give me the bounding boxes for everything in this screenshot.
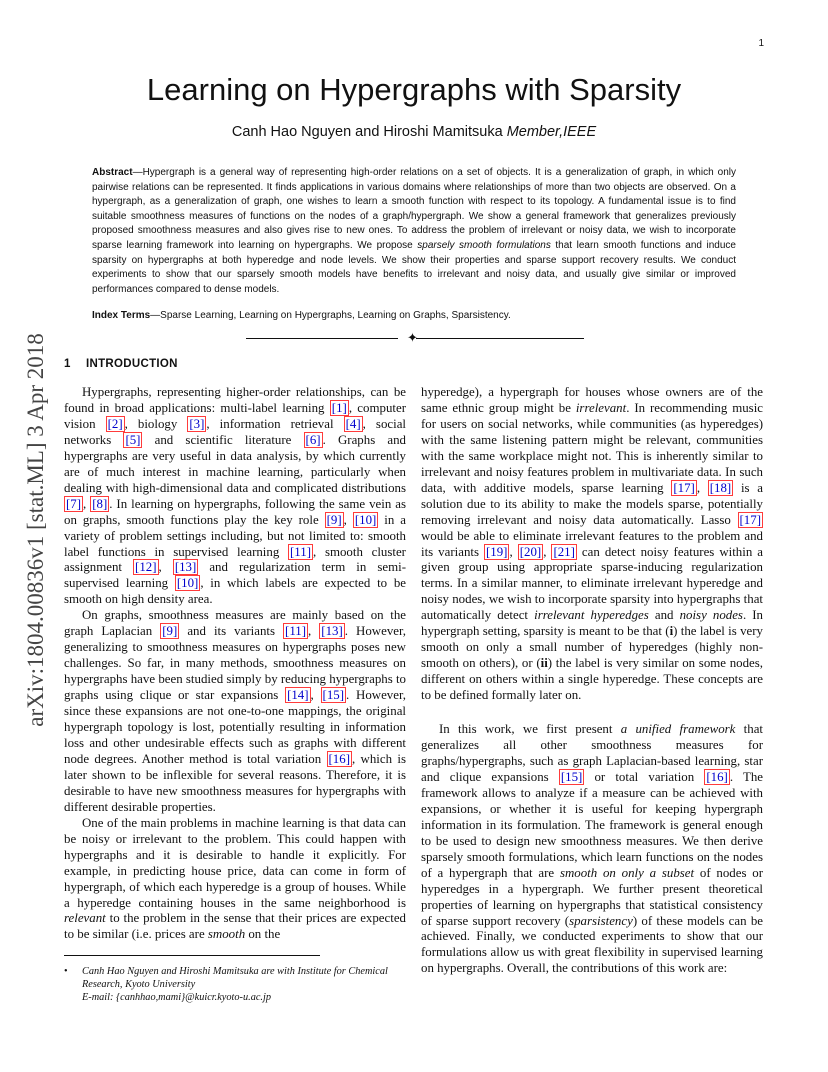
text-run: ) the label is very smooth on only a small number of hyperedges (highly non-smooth on others), or (	[421, 624, 763, 671]
citation-link[interactable]: [7]	[66, 496, 82, 511]
abstract-text-2: that learn smooth functions and induce sparsity on hypergraphs at both hyperedge and node levels. We show their properties and sparse support recovery results. We conduct experiments to show that our sparsely smooth models have benefits to irrelevant and noisy data, and usually give similar or improved performances compared to dense models.	[92, 239, 736, 295]
text-run: ,	[308, 624, 320, 639]
citation-link[interactable]: [13]	[174, 560, 197, 575]
text-run: In this work, we first present	[439, 722, 621, 737]
emphasis: smooth	[207, 927, 246, 942]
arxiv-identifier: arXiv:1804.00836v1 [stat.ML] 3 Apr 2018	[23, 333, 48, 727]
citation-link[interactable]: [10]	[176, 576, 199, 591]
text-run: to the problem in the sense that their prices are expected to be similar (i.e. prices are	[64, 911, 406, 942]
footnote-bullet-icon: •	[64, 966, 68, 977]
citation-link[interactable]: [2]	[107, 416, 123, 431]
paragraph	[64, 608, 406, 815]
arxiv-sidebar	[22, 290, 50, 770]
abstract-text-1: —Hypergraph is a general way of representing high-order relations on a set of objects. It is a generalization of graph, in which only pairwise relations can be represented. It finds applications in various domains where relationships of more than two objects are observed. On a hypergraph, as a generalization of graph, one wishes to learn a smooth function with respect to its topology. A fundamental issue is to find suitable smoothness measures of functions on the nodes of a graph/hypergraph. We show a general framework that generalizes previously proposed smoothness measures and also gives rise to new ones. To address the problem of irrelevant or noisy data, we wish to incorporate sparse learning framework into learning on hypergraphs. We propose	[92, 167, 736, 251]
text-run: , biology	[124, 416, 188, 431]
text-run: , in which labels are expected to be smooth on high density area.	[64, 576, 406, 607]
text-run: , computer vision	[64, 400, 406, 431]
index-terms	[92, 310, 736, 321]
citation-link[interactable]: [11]	[290, 544, 311, 559]
citation-link[interactable]: [9]	[162, 624, 178, 639]
paper-title: Learning on Hypergraphs with Sparsity	[146, 72, 682, 107]
text-run: ,	[509, 544, 518, 559]
author-line	[0, 124, 828, 140]
citation-link[interactable]: [1]	[331, 400, 347, 415]
text-run: , information retrieval	[206, 416, 344, 431]
footnote	[64, 966, 406, 1004]
citation-link[interactable]: [21]	[553, 544, 575, 559]
section-title: INTRODUCTION	[86, 358, 178, 370]
text-run: , which is later shown to be inflexible for several reasons. Therefore, it is desirable to have new smoothness measures for hypergraphs with different desirable properties.	[64, 751, 406, 814]
paragraph	[421, 722, 763, 977]
roman-numeral: ii	[540, 656, 548, 671]
text-run: , social networks	[64, 416, 406, 447]
citation-link[interactable]: [5]	[125, 432, 141, 447]
citation-link[interactable]: [6]	[305, 432, 321, 447]
text-run: that generalizes all other smoothness measures for graphs/hypergraphs, such as graph Laplacian-based learning, star and clique expansions	[421, 722, 763, 784]
text-run: and regularization term in semi-supervised learning	[64, 560, 406, 591]
emphasis: relevant	[64, 911, 106, 926]
citation-link[interactable]: [14]	[287, 688, 309, 703]
citation-link[interactable]: [8]	[92, 496, 108, 511]
text-run: . In learning on hypergraphs, following the same vein as on graphs, smooth functions play the key role	[64, 496, 406, 527]
citation-link[interactable]: [9]	[326, 512, 342, 527]
emphasis: sparsistency	[569, 913, 633, 928]
text-run: on the	[245, 927, 281, 942]
footnote-affiliation: Canh Hao Nguyen and Hiroshi Mamitsuka are with Institute for Chemical Research, Kyoto University	[82, 966, 388, 990]
text-run: . However, since these expansions are not one-to-one mappings, the original hypergraph topology is lost, potentially resulting in information loss and other undesirable effects such as graphs with different node degrees. Another method is total variation	[64, 688, 406, 766]
citation-link[interactable]: [16]	[328, 751, 350, 766]
text-run: ,	[343, 512, 353, 527]
citation-link[interactable]: [10]	[354, 512, 377, 527]
section-heading	[64, 358, 178, 370]
body-column-left	[64, 385, 406, 943]
text-run: or total variation	[584, 769, 705, 784]
text-run: and	[648, 608, 680, 623]
roman-numeral: i	[669, 624, 674, 639]
text-run: and scientific literature	[142, 432, 304, 447]
emphasis: smooth on only a subset	[559, 865, 695, 880]
page-number: 1	[758, 38, 764, 49]
footnote-email: E-mail: {canhhao,mami}@kuicr.kyoto-u.ac.jp	[82, 991, 271, 1003]
citation-link[interactable]: [19]	[486, 544, 508, 559]
citation-link[interactable]: [4]	[345, 416, 361, 431]
abstract-label: Abstract	[92, 167, 133, 178]
citation-link[interactable]: [17]	[739, 512, 761, 527]
emphasis: irrelevant	[575, 400, 627, 415]
divider-line-right	[416, 338, 584, 339]
text-run: hyperedge), a hypergraph for houses whose owners are of the same ethnic group might be	[421, 385, 763, 415]
paragraph	[64, 385, 406, 608]
citation-link[interactable]: [11]	[285, 624, 307, 639]
text-run: in a variety of problem settings including, but not limited to: smooth label functions in supervised learning	[64, 512, 406, 559]
text-run: . Graphs and hypergraphs are very useful in data analysis, by which currently are of much interest in machine learning, particularly when dealing with high-dimensional data and complicated distributions	[64, 432, 406, 495]
text-run: would be able to eliminate irrelevant features to the problem and its variants	[421, 528, 763, 559]
emphasis: irrelevant hyperedges	[534, 608, 649, 623]
text-run: One of the main problems in machine learning is that data can be noisy or irrelevant to the problem. This could happen with hypergraphs and it is desirable to handle it explicitly. For example, in predicting house price, data can come in form of hypergraph, of which each hyperedge is a group of houses. While a hyperedge containing houses in the same neighborhood is	[64, 815, 406, 910]
abstract	[92, 166, 736, 297]
section-number: 1	[64, 358, 71, 370]
citation-link[interactable]: [3]	[189, 416, 205, 431]
text-run: On graphs, smoothness measures are mainly based on the graph Laplacian	[64, 608, 406, 639]
text-run: is a solution due to its ability to make the models sparse, potentially removing irrelevant and noisy data automatically. Lasso	[421, 480, 763, 527]
text-run: ,	[310, 688, 321, 703]
citation-link[interactable]: [12]	[135, 560, 157, 575]
author-names: Canh Hao Nguyen and Hiroshi Mamitsuka	[231, 124, 507, 140]
paragraph	[421, 385, 763, 704]
author-membership: Member,IEEE	[506, 124, 597, 140]
citation-link[interactable]: [16]	[706, 769, 728, 784]
text-run: ,	[696, 480, 708, 495]
citation-link[interactable]: [18]	[709, 480, 732, 495]
citation-link[interactable]: [17]	[673, 480, 695, 495]
text-run: and its variants	[179, 624, 284, 639]
text-run: . However, generalizing to smoothness measures on hypergraphs poses new challenges. So far, in many methods, smoothness measures on hypergraphs have been studied simply by reducing hypergraphs to graphs using clique or star expansions	[64, 624, 406, 703]
body-column-right	[421, 385, 763, 977]
emphasis: a unified framework	[620, 722, 736, 737]
text-run: . In recommending music for users on social networks, while communities (as hyperedges) with the same listening pattern might be relevant, communities with the same workplace might not. This is inherently similar to irrelevant and noisy features problem in multivariate data. In such data, with additive models, sparse learning	[421, 400, 763, 495]
text-run: ,	[158, 560, 173, 575]
text-run: of nodes or hyperedges in a hypergraph. We further present theoretical properties of learning on hypergraphs that statistical consistency of sparse support recovery (	[421, 865, 764, 928]
divider-ornament-icon: ✦	[407, 330, 418, 345]
paragraph	[64, 816, 406, 944]
citation-link[interactable]: [15]	[560, 769, 583, 784]
footnote-rule	[64, 955, 320, 956]
text-run: ,	[83, 496, 91, 511]
text-run: ,	[543, 544, 552, 559]
emphasis: noisy nodes	[679, 608, 743, 623]
text-run: . The framework allows to analyze if a measure can be achieved with expansions, or whether it is useful for keeping hypergraph information in its formulation. The framework is general enough to be used to design new smoothness measures. We then derive sparsely smooth formulations, which learn functions on the nodes of a hypergraph that are	[421, 769, 763, 880]
index-terms-label: Index Terms	[92, 310, 151, 321]
text-run: ) the label is very similar on some nodes, different on others within a single hyperedge. These concepts are to be defined formally later on.	[421, 656, 763, 703]
abstract-emphasis: sparsely smooth formulations	[417, 239, 551, 251]
text-run: . In hypergraph setting, sparsity is meant to be that (	[421, 608, 764, 639]
divider-line-left	[246, 338, 398, 339]
text-run: , smooth cluster assignment	[64, 544, 406, 575]
citation-link[interactable]: [15]	[322, 688, 345, 703]
text-run: Hypergraphs, representing higher-order relationships, can be found in broad applications: multi-label learning	[64, 385, 406, 415]
text-run: can detect noisy features within a given group using appropriate sparse-inducing regularization terms. In a similar manner, to eliminate irrelevant hyperedge and noisy nodes, we wish to incorporate sparsity into hypergraphs that automatically detect	[421, 544, 763, 623]
text-run: ) of these models can be achieved. Finally, we conducted experiments to show that our formulations allow us with great flexibility in supervised learning on hypergraphs. Overall, the contributions of this work are:	[421, 913, 763, 976]
citation-link[interactable]: [13]	[321, 624, 343, 639]
citation-link[interactable]: [20]	[519, 544, 542, 559]
section-divider	[246, 331, 584, 345]
index-terms-text: —Sparse Learning, Learning on Hypergraphs, Learning on Graphs, Sparsistency.	[150, 310, 511, 321]
